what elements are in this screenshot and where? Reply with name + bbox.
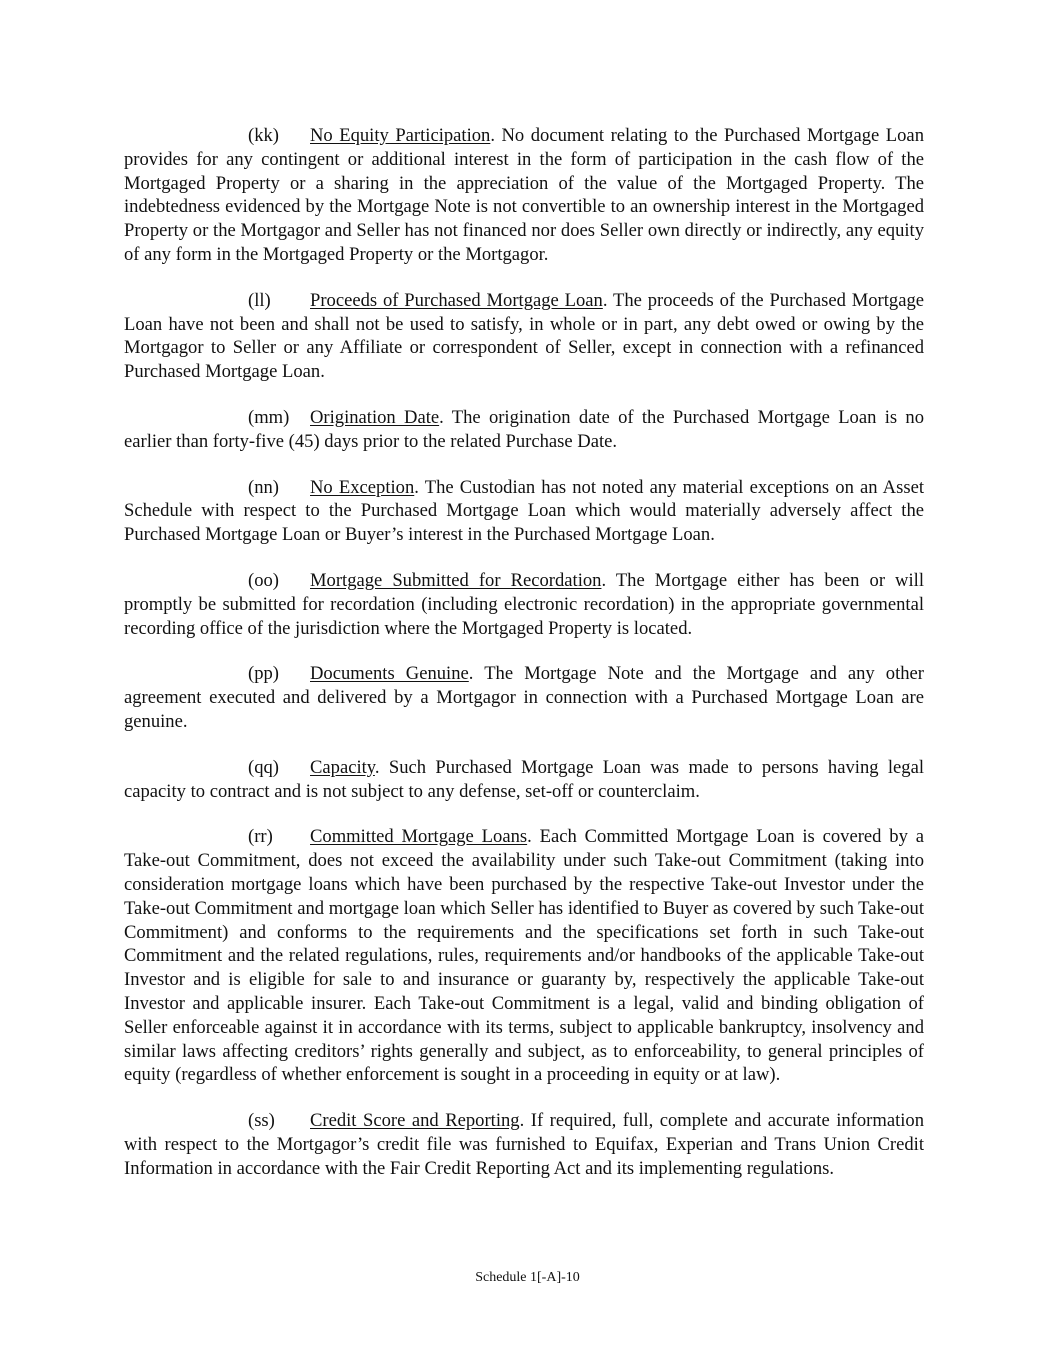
page-footer: Schedule 1[-A]-10 bbox=[475, 1270, 580, 1285]
section-number: (oo) bbox=[248, 569, 279, 591]
section-heading: No Equity Participation bbox=[310, 125, 491, 146]
section-kk: (kk) No Equity Participation. No document relating to the Purchased Mortgage Loan provides for any contingent or additional interest in the form of participation in the cash flow of the Mortgaged Property or a sharing in the appreciation of the value of the Mortgaged Property. The indebtedness evidenced by the Mortgage Note is not convertible to an ownership interest in the Mortgaged Property or the Mortgagor and Seller has not financed nor does Seller own directly or indirectly, any equity of any form in the Mortgaged Property or the Mortgagor. bbox=[124, 125, 924, 265]
section-heading: Mortgage Submitted for Recordation bbox=[310, 569, 602, 591]
section-oo: (oo) Mortgage Submitted for Recordation. The Mortgage either has been or will promptly be submitted for recordation (including electronic recordation) in the appropriate governmental recording office of the jurisdiction where the Mortgaged Property is located. bbox=[124, 569, 924, 639]
section-body: The proceeds of the Purchased Mortgage Loan have not been and shall not be used to satisfy, in whole or in part, any debt owed or owing by the Mortgagor to Seller or any Affiliate or correspondent of Seller, except in connection with a refinanced Purchased Mortgage Loan. bbox=[124, 289, 924, 383]
section-heading: Documents Genuine bbox=[310, 663, 469, 685]
section-heading: Origination Date bbox=[310, 406, 440, 428]
section-rr: (rr) Committed Mortgage Loans. Each Committed Mortgage Loan is covered by a Take-out Commitment, does not exceed the availability under such Take-out Commitment (taking into consideration mortgage loans which have been purchased by the respective Take-out Investor under the Take-out Commitment and mortgage loan which Seller has identified to Buyer as covered by such Take-out Commitment) and conforms to the requirements and the specifications set forth in such Take-out Commitment and the related regulations, rules, requirements and/or handbooks of the applicable Take-out Investor and is eligible for sale to and insurance or guaranty by, respectively the applicable Take-out Investor and applicable insurer. Each Take-out Commitment is a legal, valid and binding obligation of Seller enforceable against it in accordance with its terms, subject to applicable bankruptcy, insolvency and similar laws affecting creditors’ rights generally and subject, as to enforceability, to general principles of equity (regardless of whether enforcement is sought in a proceeding in equity or at law). bbox=[124, 826, 924, 1086]
section-qq: (qq) Capacity. Such Purchased Mortgage Loan was made to persons having legal capacity to contract and is not subject to any defense, set-off or counterclaim. bbox=[124, 756, 924, 802]
document-page bbox=[124, 124, 924, 1202]
section-number: (pp) bbox=[248, 663, 279, 685]
section-number: (qq) bbox=[248, 756, 279, 778]
section-pp: (pp) Documents Genuine. The Mortgage Note and the Mortgage and any other agreement executed and delivered by a Mortgagor in connection with a Purchased Mortgage Loan are genuine. bbox=[124, 663, 925, 732]
section-heading: Proceeds of Purchased Mortgage Loan bbox=[310, 289, 603, 311]
section-ss: (ss) Credit Score and Reporting. If required, full, complete and accurate information with respect to the Mortgagor’s credit file was furnished to Equifax, Experian and Trans Union Credit Information in accordance with the Fair Credit Reporting Act and its implementing regulations. bbox=[124, 1110, 924, 1179]
section-body: The Custodian has not noted any material exceptions on an Asset Schedule with respect to the Purchased Mortgage Loan which would materially adversely affect the Purchased Mortgage Loan or Buyer’s interest in the Purchased Mortgage Loan. bbox=[124, 476, 924, 546]
section-body: Such Purchased Mortgage Loan was made to persons having legal capacity to contract and is not subject to any defense, set-off or counterclaim. bbox=[124, 756, 924, 802]
section-number: (rr) bbox=[248, 826, 273, 848]
section-number: (ll) bbox=[248, 289, 271, 311]
section-body: No document relating to the Purchased Mortgage Loan provides for any contingent or additional interest in the form of participation in the cash flow of the Mortgaged Property or a sharing in the appreciation of the value of the Mortgaged Property. The indebtedness evidenced by the Mortgage Note is not convertible to an ownership interest in the Mortgaged Property or the Mortgagor and Seller has not financed nor does Seller own directly or indirectly, any equity of any form in the Mortgaged Property or the Mortgagor. bbox=[124, 125, 924, 265]
section-body: The Mortgage Note and the Mortgage and any other agreement executed and delivered by a Mortgagor in connection with a Purchased Mortgage Loan are genuine. bbox=[124, 663, 925, 732]
section-number: (kk) bbox=[248, 125, 279, 146]
section-heading: Capacity bbox=[310, 756, 375, 778]
section-body: The Mortgage either has been or will promptly be submitted for recordation (including electronic recordation) in the appropriate governmental recording office of the jurisdiction where the Mortgaged Property is located. bbox=[124, 569, 924, 639]
section-heading: No Exception bbox=[310, 476, 415, 498]
section-number: (ss) bbox=[248, 1110, 275, 1132]
section-nn: (nn) No Exception. The Custodian has not noted any material exceptions on an Asset Schedule with respect to the Purchased Mortgage Loan which would materially adversely affect the Purchased Mortgage Loan or Buyer’s interest in the Purchased Mortgage Loan. bbox=[124, 476, 924, 546]
section-heading: Credit Score and Reporting bbox=[310, 1110, 520, 1132]
section-body: Each Committed Mortgage Loan is covered by a Take-out Commitment, does not exceed the availability under such Take-out Commitment (taking into consideration mortgage loans which have been purchased by the respective Take-out Investor under the Take-out Commitment and mortgage loan which Seller has identified to Buyer as covered by such Take-out Commitment) and conforms to the requirements and the specifications set forth in such Take-out Commitment and the related regulations, rules, requirements and/or handbooks of the applicable Take-out Investor and is eligible for sale to and insurance or guaranty by, respectively the applicable Take-out Investor and applicable insurer. Each Take-out Commitment is a legal, valid and binding obligation of Seller enforceable against it in accordance with its terms, subject to applicable bankruptcy, insolvency and similar laws affecting creditors’ rights generally and subject, as to enforceability, to general principles of equity (regardless of whether enforcement is sought in a proceeding in equity or at law). bbox=[124, 826, 924, 1086]
section-number: (mm) bbox=[248, 406, 290, 428]
section-body: The origination date of the Purchased Mortgage Loan is no earlier than forty-five (45) days prior to the related Purchase Date. bbox=[124, 406, 924, 452]
section-body: If required, full, complete and accurate information with respect to the Mortgagor’s credit file was furnished to Equifax, Experian and Trans Union Credit Information in accordance with the Fair Credit Reporting Act and its implementing regulations. bbox=[124, 1110, 924, 1179]
section-mm: (mm) Origination Date. The origination date of the Purchased Mortgage Loan is no earlier than forty-five (45) days prior to the related Purchase Date. bbox=[124, 406, 924, 452]
section-ll: (ll) Proceeds of Purchased Mortgage Loan. The proceeds of the Purchased Mortgage Loan have not been and shall not be used to satisfy, in whole or in part, any debt owed or owing by the Mortgagor to Seller or any Affiliate or correspondent of Seller, except in connection with a refinanced Purchased Mortgage Loan. bbox=[124, 289, 924, 383]
section-heading: Committed Mortgage Loans bbox=[310, 826, 528, 848]
section-number: (nn) bbox=[248, 476, 279, 498]
